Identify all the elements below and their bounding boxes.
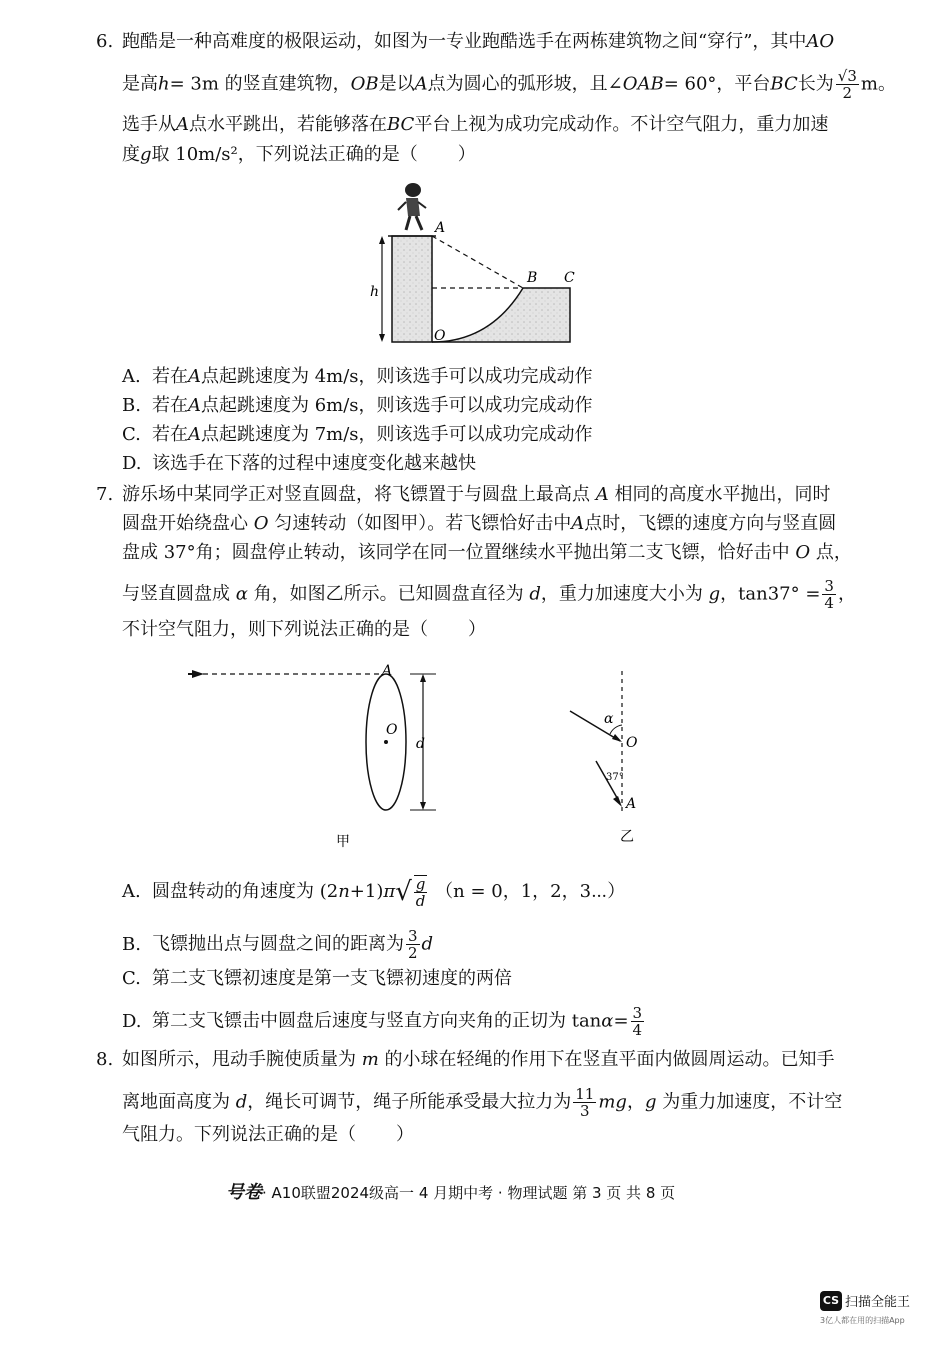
page-footer: 号卷· A10联盟2024级高一 4 月期中考 · 物理试题 第 3 页 共 8 页	[226, 1182, 676, 1203]
q8-line-1: 如图所示，甩动手腕使质量为 m 的小球在轻绳的作用下在竖直平面内做圆周运动。已知手	[122, 1049, 835, 1070]
jia-label-d: d	[416, 736, 425, 752]
q7-line-2: 圆盘开始绕盘心 O 匀速转动（如图甲）。若飞镖恰好击中A点时，飞镖的速度方向与竖直圆	[122, 513, 837, 534]
q6-line-2: 是高h= 3m 的竖直建筑物，OB是以A点为圆心的弧形坡，且∠OAB= 60°，平台BC长为 $\frac{√3}{2}$ m。	[122, 67, 896, 102]
q6-option-a[interactable]: A. 若在A点起跳速度为 4m/s，则该选手可以成功完成动作	[122, 366, 593, 387]
cs-logo-icon: CS	[820, 1291, 842, 1311]
q6-option-d[interactable]: D. 该选手在下落的过程中速度变化越来越快	[122, 453, 476, 474]
q7-option-b[interactable]: B. 飞镖抛出点与圆盘之间的距离为 $\frac{3}{2}$ d	[122, 927, 434, 962]
q7-line-1: 游乐场中某同学正对竖直圆盘，将飞镖置于与圆盘上最高点 A 相同的高度水平抛出，同时	[122, 484, 831, 505]
q7-option-a[interactable]: A. 圆盘转动的角速度为 (2n+1)π√ $\frac{g}{d}$ （n = 0，1，2，3⋯）	[122, 875, 626, 910]
q7-line-4: 与竖直圆盘成 α 角，如图乙所示。已知圆盘直径为 d，重力加速度大小为 g，tan37° = $\frac{3}{4}$ ，	[122, 577, 856, 612]
yi-label-a: A	[626, 796, 637, 812]
label-b: B	[527, 270, 538, 286]
q6-option-b[interactable]: B. 若在A点起跳速度为 6m/s，则该选手可以成功完成动作	[122, 395, 593, 416]
fig-label-jia: 甲	[336, 834, 350, 850]
fig-label-yi: 乙	[620, 829, 634, 845]
q6-line-4: 度g取 10m/s²，下列说法正确的是（ ）	[122, 144, 476, 165]
label-c: C	[564, 270, 575, 286]
q6-figure	[360, 170, 590, 350]
jia-label-a: A	[382, 663, 393, 679]
q7-figure-jia	[180, 650, 460, 855]
q7-line-5: 不计空气阻力，则下列说法正确的是（ ）	[122, 619, 486, 640]
q6-fraction: $\frac{√3}{2}$	[837, 67, 857, 102]
q7-option-c[interactable]: C. 第二支飞镖初速度是第一支飞镖初速度的两倍	[122, 968, 512, 989]
q7-fraction: $\frac{3}{4}$	[824, 577, 834, 612]
label-h: h	[370, 284, 380, 300]
yi-label-37: 37°	[606, 772, 624, 783]
brand-logo: 号卷	[226, 1182, 262, 1203]
label-o: O	[434, 328, 446, 344]
q6-line-3: 选手从A点水平跳出，若能够落在BC平台上视为成功完成动作。不计空气阻力，重力加速	[122, 114, 829, 135]
q8-line-3: 气阻力。下列说法正确的是（ ）	[122, 1124, 414, 1145]
q6-number: 6.	[96, 31, 114, 52]
q7-option-d[interactable]: D. 第二支飞镖击中圆盘后速度与竖直方向夹角的正切为 tanα= $\frac{3}{4}$	[122, 1004, 643, 1039]
q6-line-1: 跑酷是一种高难度的极限运动，如图为一专业跑酷选手在两栋建筑物之间“穿行”，其中AO	[122, 31, 835, 52]
yi-label-o: O	[626, 735, 638, 751]
building-ao	[392, 236, 432, 342]
jia-label-o: O	[386, 722, 398, 738]
label-a: A	[435, 220, 446, 236]
q7-line-3: 盘成 37°角；圆盘停止转动，该同学在同一位置继续水平抛出第二支飞镖，恰好击中 O 点，	[122, 542, 852, 563]
yi-label-alpha: α	[604, 711, 614, 727]
q8-line-2: 离地面高度为 d，绳长可调节，绳子所能承受最大拉力为 $\frac{11}{3}$ mg，g 为重力加速度，不计空	[122, 1085, 843, 1120]
q8-number: 8.	[96, 1049, 114, 1070]
runner-figure	[398, 183, 426, 230]
q7-number: 7.	[96, 484, 114, 505]
scanner-watermark: CS 扫描全能王 3亿人都在用的扫描App	[820, 1290, 930, 1326]
q6-option-c[interactable]: C. 若在A点起跳速度为 7m/s，则该选手可以成功完成动作	[122, 424, 593, 445]
q7-figure-yi	[560, 665, 670, 850]
